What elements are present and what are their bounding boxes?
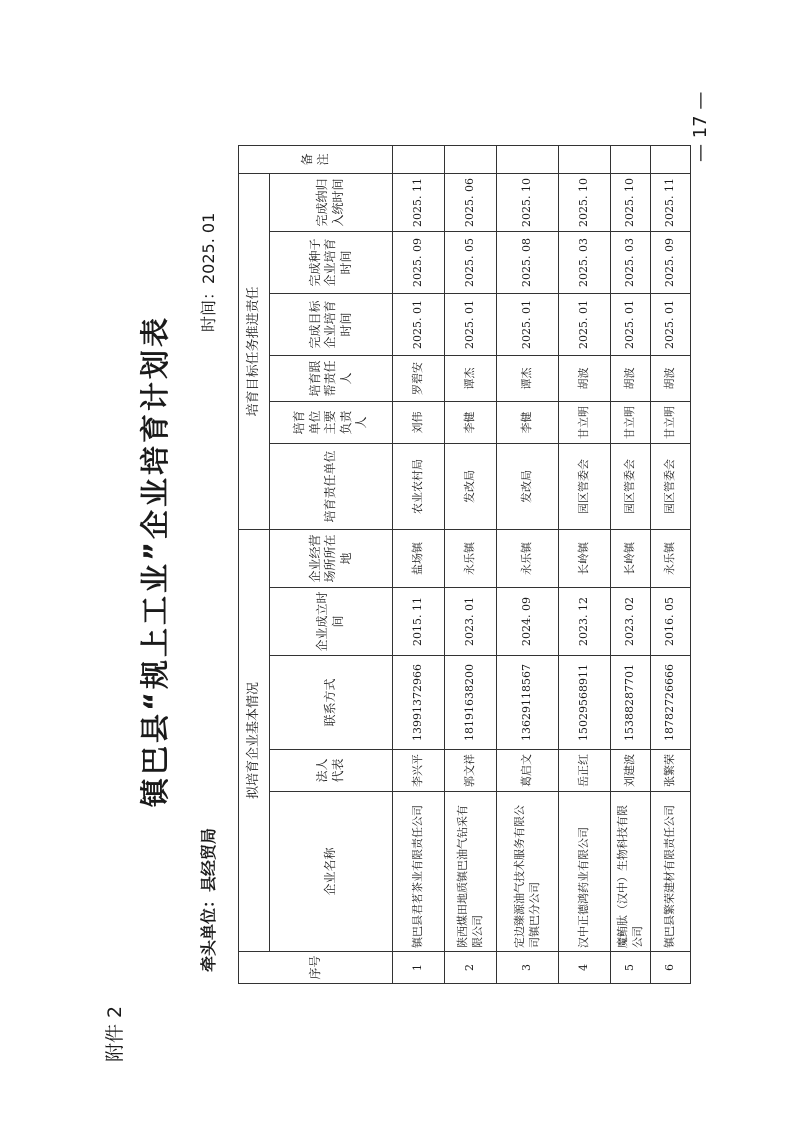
col-header-stat-time: 完成纳归入统时间 xyxy=(270,173,393,231)
cell-remark xyxy=(651,145,691,173)
cell-helper: 谭杰 xyxy=(445,355,497,401)
cell-company: 陕西煤田地质镇巴油气钻采有限公司 xyxy=(445,792,497,952)
cell-company: 镇巴县繁荣建材有限责任公司 xyxy=(651,792,691,952)
cell-location: 长岭镇 xyxy=(559,529,611,587)
cell-remark xyxy=(445,145,497,173)
cell-company: 定边臻源油气技术服务有限公司镇巴分公司 xyxy=(497,792,559,952)
cell-remark xyxy=(611,145,651,173)
date-line: 时间：2025. 01 xyxy=(199,212,218,332)
table-row xyxy=(497,145,559,983)
cell-target-time: 2025. 01 xyxy=(651,293,691,355)
cell-remark xyxy=(393,145,445,173)
cell-unit-leader: 甘立明 xyxy=(559,401,611,443)
col-header-seq: 序号 xyxy=(239,952,393,984)
group-header-basic-info: 拟培育企业基本情况 xyxy=(239,529,270,951)
cell-founded: 2023. 12 xyxy=(559,588,611,656)
cell-founded: 2023. 01 xyxy=(445,588,497,656)
cell-resp-unit: 发改局 xyxy=(445,443,497,529)
cell-remark xyxy=(559,145,611,173)
table-row xyxy=(393,145,445,983)
cell-unit-leader: 李健 xyxy=(445,401,497,443)
cell-target-time: 2025. 01 xyxy=(497,293,559,355)
cell-founded: 2023. 02 xyxy=(611,588,651,656)
cell-target-time: 2025. 01 xyxy=(393,293,445,355)
cell-legal-rep: 郭文祥 xyxy=(445,750,497,792)
table-row xyxy=(445,145,497,983)
cell-contact: 15388287701 xyxy=(611,656,651,750)
col-header-contact: 联系方式 xyxy=(270,656,393,750)
cell-contact: 18191638200 xyxy=(445,656,497,750)
col-header-legal-rep: 法人代表 xyxy=(270,750,393,792)
cell-unit-leader: 刘伟 xyxy=(393,401,445,443)
cell-resp-unit: 农业农村局 xyxy=(393,443,445,529)
cell-resp-unit: 园区管委会 xyxy=(651,443,691,529)
cell-helper: 胡波 xyxy=(559,355,611,401)
page-number: — 17 — xyxy=(690,91,711,162)
cell-contact: 18782726666 xyxy=(651,656,691,750)
header-column-row xyxy=(270,145,393,983)
cell-target-time: 2025. 01 xyxy=(445,293,497,355)
cell-helper: 罗碧安 xyxy=(393,355,445,401)
attachment-label: 附件 2 xyxy=(104,1005,126,1062)
cell-stat-time: 2025. 06 xyxy=(445,173,497,231)
cell-unit-leader: 甘立明 xyxy=(651,401,691,443)
cell-contact: 13629118567 xyxy=(497,656,559,750)
cell-seq: 2 xyxy=(445,952,497,984)
col-header-resp-unit: 培育责任单位 xyxy=(270,443,393,529)
page-title: 镇巴县“规上工业”企业培育计划表 xyxy=(138,314,172,808)
table-row xyxy=(651,145,691,983)
table-row xyxy=(611,145,651,983)
cell-location: 永乐镇 xyxy=(651,529,691,587)
cell-seq: 1 xyxy=(393,952,445,984)
cell-seed-time: 2025. 03 xyxy=(559,231,611,293)
cell-seed-time: 2025. 08 xyxy=(497,231,559,293)
cell-helper: 胡波 xyxy=(611,355,651,401)
cell-legal-rep: 岳正红 xyxy=(559,750,611,792)
header-group-row xyxy=(239,145,270,983)
cell-helper: 胡波 xyxy=(651,355,691,401)
cell-seq: 3 xyxy=(497,952,559,984)
cell-company: 镇巴县君茗茶业有限责任公司 xyxy=(393,792,445,952)
cell-seq: 5 xyxy=(611,952,651,984)
cell-legal-rep: 张繁荣 xyxy=(651,750,691,792)
col-header-unit-leader: 培育单位主要负责人 xyxy=(270,401,393,443)
col-header-remark: 备注 xyxy=(239,145,393,173)
cell-resp-unit: 园区管委会 xyxy=(611,443,651,529)
col-header-founded: 企业成立时间 xyxy=(270,588,393,656)
cell-company: 汉中正德鸿药业有限公司 xyxy=(559,792,611,952)
cell-target-time: 2025. 01 xyxy=(611,293,651,355)
lead-unit: 牵头单位：县经贸局 xyxy=(199,827,218,972)
cell-stat-time: 2025. 11 xyxy=(651,173,691,231)
cell-unit-leader: 李健 xyxy=(497,401,559,443)
cell-remark xyxy=(497,145,559,173)
cell-stat-time: 2025. 10 xyxy=(611,173,651,231)
cell-location: 盐场镇 xyxy=(393,529,445,587)
cell-resp-unit: 发改局 xyxy=(497,443,559,529)
table-row xyxy=(559,145,611,983)
cell-location: 永乐镇 xyxy=(497,529,559,587)
cell-location: 长岭镇 xyxy=(611,529,651,587)
cell-seed-time: 2025. 09 xyxy=(651,231,691,293)
cell-helper: 谭杰 xyxy=(497,355,559,401)
col-header-seed-time: 完成种子企业培育时间 xyxy=(270,231,393,293)
cell-seq: 6 xyxy=(651,952,691,984)
cell-resp-unit: 园区管委会 xyxy=(559,443,611,529)
cell-stat-time: 2025. 10 xyxy=(497,173,559,231)
cell-location: 永乐镇 xyxy=(445,529,497,587)
cell-founded: 2024. 09 xyxy=(497,588,559,656)
cell-company: 魔鲔肽（汉中）生物科技有限公司 xyxy=(611,792,651,952)
plan-table xyxy=(238,145,691,984)
col-header-helper: 培育跟帮责任人 xyxy=(270,355,393,401)
cell-contact: 15029568911 xyxy=(559,656,611,750)
cell-legal-rep: 刘建波 xyxy=(611,750,651,792)
cell-legal-rep: 李兴平 xyxy=(393,750,445,792)
cell-seed-time: 2025. 03 xyxy=(611,231,651,293)
cell-seed-time: 2025. 09 xyxy=(393,231,445,293)
cell-legal-rep: 葛启文 xyxy=(497,750,559,792)
cell-target-time: 2025. 01 xyxy=(559,293,611,355)
cell-stat-time: 2025. 11 xyxy=(393,173,445,231)
cell-stat-time: 2025. 10 xyxy=(559,173,611,231)
cell-founded: 2015. 11 xyxy=(393,588,445,656)
cell-seq: 4 xyxy=(559,952,611,984)
col-header-target-time: 完成目标企业培育时间 xyxy=(270,293,393,355)
group-header-responsibility: 培育目标任务推进责任 xyxy=(239,173,270,529)
cell-unit-leader: 甘立明 xyxy=(611,401,651,443)
cell-contact: 13991372966 xyxy=(393,656,445,750)
cell-founded: 2016. 05 xyxy=(651,588,691,656)
col-header-company: 企业名称 xyxy=(270,792,393,952)
cell-seed-time: 2025. 05 xyxy=(445,231,497,293)
col-header-location: 企业经营场所所在地 xyxy=(270,529,393,587)
